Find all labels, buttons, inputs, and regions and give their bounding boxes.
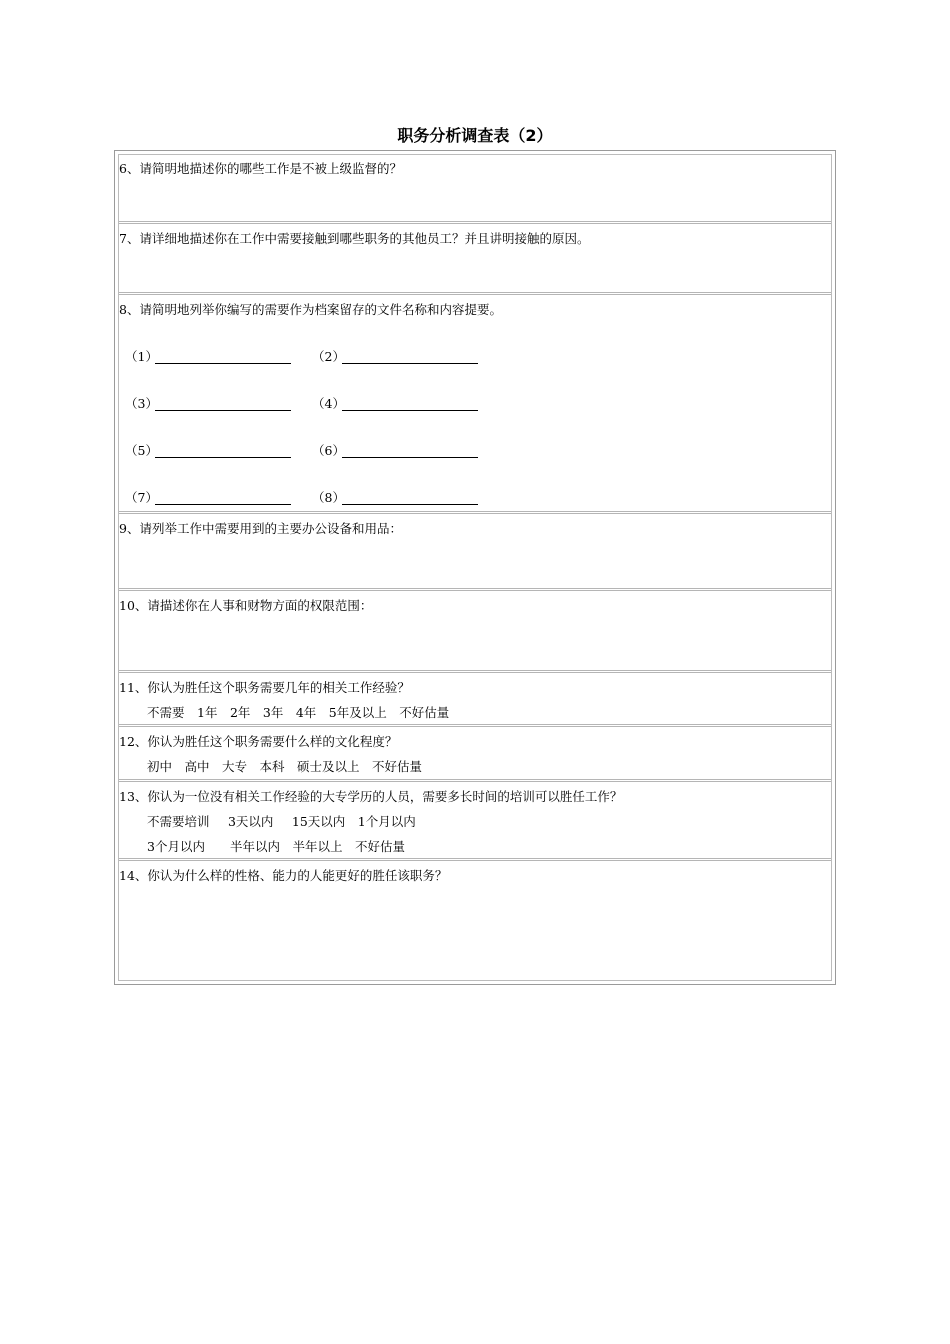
file-entry-line[interactable]	[155, 351, 291, 364]
row-divider	[119, 511, 831, 514]
file-entry-line[interactable]	[155, 445, 291, 458]
row-divider	[119, 858, 831, 861]
question-11-text: 11、你认为胜任这个职务需要几年的相关工作经验？	[119, 680, 410, 695]
question-9-text: 9、请列举工作中需要用到的主要办公设备和用品：	[119, 521, 402, 536]
survey-form	[114, 150, 836, 985]
row-divider	[119, 724, 831, 727]
question-11-row	[119, 674, 831, 724]
file-entry-line[interactable]	[342, 492, 478, 505]
form-inner-border	[118, 154, 832, 981]
question-12-row	[119, 728, 831, 779]
question-13-row	[119, 783, 831, 858]
file-entry-line[interactable]	[342, 445, 478, 458]
row-divider	[119, 670, 831, 673]
education-options[interactable]: 初中 高中 大专 本科 硕士及以上 不好估量	[147, 759, 423, 774]
question-10-text: 10、请描述你在人事和财物方面的权限范围：	[119, 598, 373, 613]
file-entry-line[interactable]	[155, 492, 291, 505]
row-divider	[119, 292, 831, 295]
question-9-row	[119, 515, 831, 588]
question-14-text: 14、你认为什么样的性格、能力的人能更好的胜任该职务？	[119, 868, 448, 883]
experience-options[interactable]: 不需要 1年 2年 3年 4年 5年及以上 不好估量	[147, 705, 450, 720]
file-entry-5[interactable]: （5）	[125, 443, 291, 458]
file-entry-3[interactable]: （3）	[125, 396, 291, 411]
question-6-text: 6、请简明地描述你的哪些工作是不被上级监督的？	[119, 161, 402, 176]
question-10-row	[119, 592, 831, 670]
document-title: 职务分析调查表（2）	[397, 126, 553, 145]
training-options-line-1[interactable]: 不需要培训 3天以内 15天以内 1个月以内	[147, 814, 416, 829]
question-7-row	[119, 225, 831, 291]
file-entry-8[interactable]: （8）	[312, 490, 478, 505]
row-divider	[119, 221, 831, 224]
row-divider	[119, 779, 831, 782]
question-12-text: 12、你认为胜任这个职务需要什么样的文化程度？	[119, 734, 398, 749]
question-8-text: 8、请简明地列举你编写的需要作为档案留存的文件名称和内容提要。	[119, 302, 502, 317]
training-options-line-2[interactable]: 3个月以内 半年以内 半年以上 不好估量	[147, 839, 405, 854]
file-entry-6[interactable]: （6）	[312, 443, 478, 458]
row-divider	[119, 588, 831, 591]
file-entry-4[interactable]: （4）	[312, 396, 478, 411]
question-6-row	[119, 155, 831, 221]
file-entry-line[interactable]	[342, 351, 478, 364]
file-entry-7[interactable]: （7）	[125, 490, 291, 505]
file-entry-2[interactable]: （2）	[312, 349, 478, 364]
file-entry-1[interactable]: （1）	[125, 349, 291, 364]
file-entry-line[interactable]	[342, 398, 478, 411]
question-14-row	[119, 862, 831, 980]
question-13-text: 13、你认为一位没有相关工作经验的大专学历的人员，需要多长时间的培训可以胜任工作？	[119, 789, 623, 804]
question-7-text: 7、请详细地描述你在工作中需要接触到哪些职务的其他员工？并且讲明接触的原因。	[119, 231, 590, 246]
file-entry-line[interactable]	[155, 398, 291, 411]
question-8-row	[119, 296, 831, 511]
